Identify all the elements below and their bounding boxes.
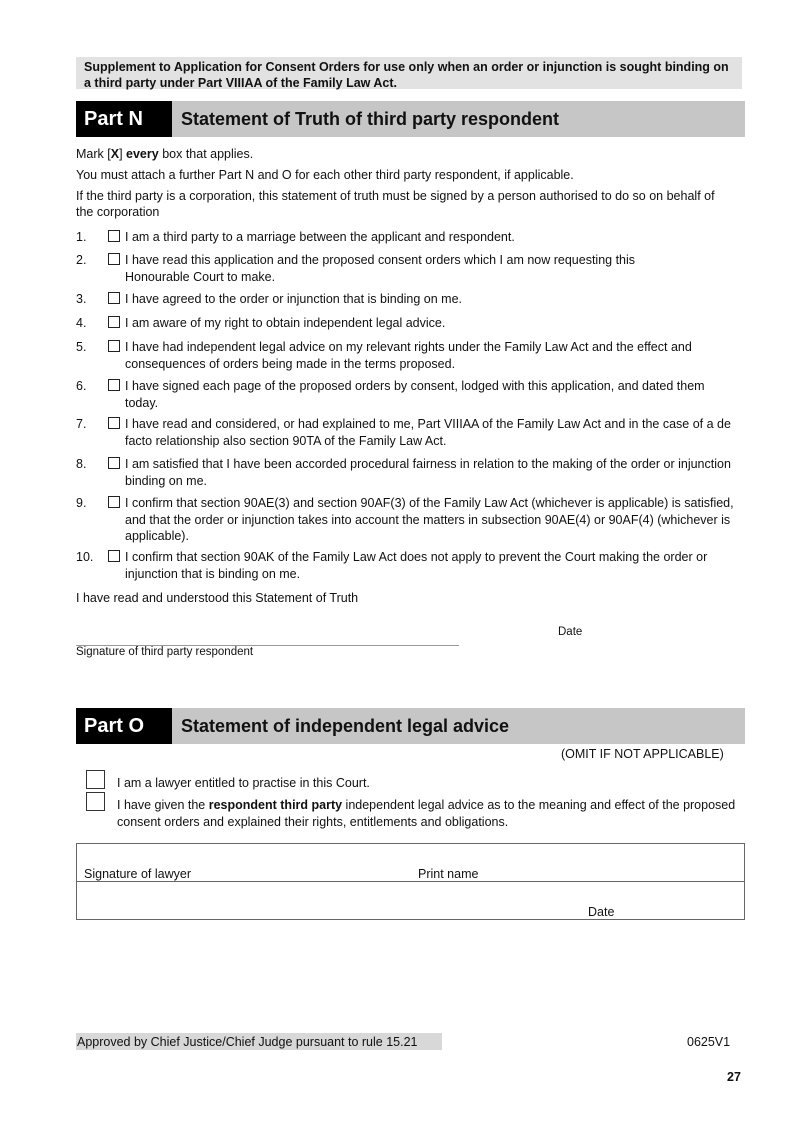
lawyer-statement-1: I am a lawyer entitled to practise in this Court.: [117, 776, 370, 790]
instruction-mark: [76, 146, 253, 162]
item-number: 4.: [76, 316, 87, 330]
item-number: 1.: [76, 230, 87, 244]
statement-checkbox-10[interactable]: [108, 550, 120, 562]
item-number: 6.: [76, 379, 87, 393]
statement-text: I have had independent legal advice on my relevant rights under the Family Law Act and the effect and consequences of orders being made in the terms proposed.: [125, 340, 692, 371]
statement-checkbox-8[interactable]: [108, 457, 120, 469]
instruction-mark-suffix: box that applies.: [158, 147, 254, 161]
statement-checkbox-1[interactable]: [108, 230, 120, 242]
lawyer-checkbox-1[interactable]: [86, 770, 105, 789]
supplement-banner-text: Supplement to Application for Consent Orders for use only when an order or injunction is sought binding on a third party under Part VIIIAA of the Family Law Act.: [84, 60, 729, 90]
statement-text: I have read this application and the proposed consent orders which I am now requesting this Honourable Court to make.: [125, 253, 636, 284]
lawyer-checkbox-2[interactable]: [86, 792, 105, 811]
statement-checkbox-5[interactable]: [108, 340, 120, 352]
instruction-mark-mid: ]: [119, 147, 127, 161]
statement-checkbox-6[interactable]: [108, 379, 120, 391]
part-n-header: [76, 101, 745, 137]
page-number: 27: [727, 1070, 741, 1084]
read-understood-text: I have read and understood this Statement of Truth: [76, 591, 359, 605]
item-number: 7.: [76, 417, 87, 431]
omit-note: (OMIT IF NOT APPLICABLE): [561, 747, 724, 761]
statement-checkbox-2[interactable]: [108, 253, 120, 265]
statement-text: I am satisfied that I have been accorded procedural fairness in relation to the making of the order or injunction binding on me.: [125, 457, 731, 488]
instruction-mark-x: X: [110, 147, 120, 161]
item-number: 8.: [76, 457, 87, 471]
part-n-label: Part N: [76, 101, 172, 137]
statement-text: I have read and considered, or had explained to me, Part VIIIAA of the Family Law Act and in the case of a de facto relationship also section 90TA of the Family Law Act.: [125, 417, 731, 448]
item-number: 9.: [76, 496, 87, 510]
instruction-attach: You must attach a further Part N and O for each other third party respondent, if applicable.: [76, 168, 574, 182]
item-number: 2.: [76, 253, 87, 267]
footer-approval: Approved by Chief Justice/Chief Judge pursuant to rule 15.21: [77, 1035, 418, 1049]
lawyer-signature-table: [76, 843, 745, 920]
lawyer-statement-2-suffix: independent legal advice as to the meaning and effect of the proposed consent orders and explained their rights, entitlements and obligations.: [117, 798, 736, 829]
statement-text: I confirm that section 90AE(3) and section 90AF(3) of the Family Law Act (whichever is applicable) is satisfied, and that the order or injunction takes into account the matters in subsection 90AE(4) or 90AF(4) (whichever is applicable).: [125, 496, 734, 543]
item-number: 10.: [76, 550, 94, 564]
instruction-mark-every: every: [126, 147, 159, 161]
print-name-label: Print name: [418, 867, 479, 881]
part-o-title: Statement of independent legal advice: [181, 716, 510, 736]
lawyer-statement-2: [117, 797, 737, 831]
statement-text: I am a third party to a marriage between the applicant and respondent.: [125, 230, 515, 244]
item-number: 3.: [76, 292, 87, 306]
item-number: 5.: [76, 340, 87, 354]
date-label: Date: [558, 626, 583, 638]
instruction-mark-prefix: Mark [: [76, 147, 111, 161]
statement-text: I have agreed to the order or injunction that is binding on me.: [125, 292, 463, 306]
lawyer-statement-2-bold: respondent third party: [208, 798, 343, 812]
statement-text: I have signed each page of the proposed orders by consent, lodged with this application, and dated them today.: [125, 379, 705, 410]
statement-text: I am aware of my right to obtain independent legal advice.: [125, 316, 446, 330]
part-o-label: Part O: [76, 708, 172, 744]
statement-checkbox-7[interactable]: [108, 417, 120, 429]
form-code: 0625V1: [687, 1035, 731, 1049]
statement-checkbox-4[interactable]: [108, 316, 120, 328]
part-n-title: Statement of Truth of third party respondent: [181, 109, 560, 129]
statement-checkbox-9[interactable]: [108, 496, 120, 508]
statement-text: I confirm that section 90AK of the Family Law Act does not apply to prevent the Court making the order or injunction that is binding on me.: [125, 550, 708, 581]
signature-label: Signature of third party respondent: [76, 646, 254, 658]
instruction-corporation: If the third party is a corporation, this statement of truth must be signed by a person authorised to do so on behalf of the corporation: [76, 189, 715, 219]
statement-checkbox-3[interactable]: [108, 292, 120, 304]
lawyer-date-label: Date: [588, 905, 615, 919]
lawyer-statement-2-prefix: I have given the: [117, 798, 209, 812]
part-o-header: [76, 708, 745, 744]
signature-of-lawyer-label: Signature of lawyer: [84, 867, 192, 881]
